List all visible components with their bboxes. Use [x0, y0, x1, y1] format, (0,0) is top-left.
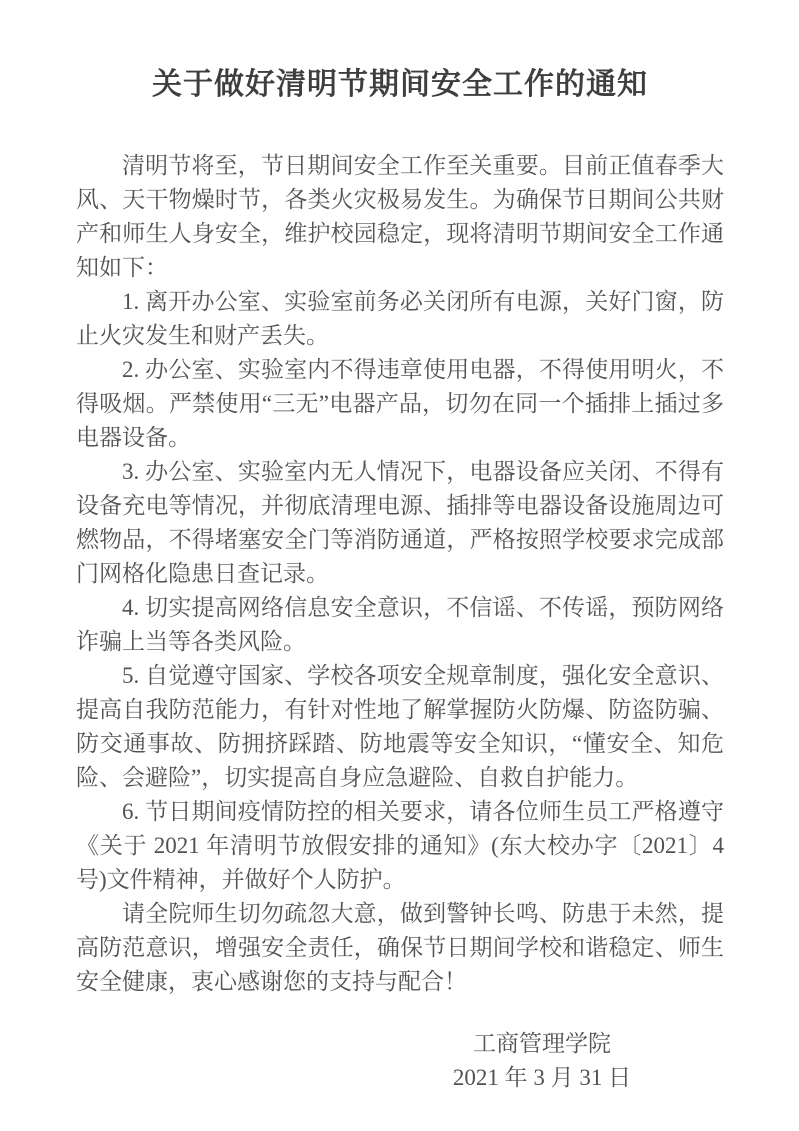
notice-item-5: 5. 自觉遵守国家、学校各项安全规章制度，强化安全意识、提高自我防范能力，有针对性地了解掌握防火防爆、防盗防骗、防交通事故、防拥挤踩踏、防地震等安全知识，“懂安全、知危险、会避险”，切实提高自身应急避险、自救自护能力。: [76, 663, 724, 790]
notice-item-6: 6. 节日期间疫情防控的相关要求，请各位师生员工严格遵守《关于 2021 年清明节放假安排的通知》(东大校办字〔2021〕4 号)文件精神，并做好个人防护。: [76, 799, 724, 892]
document-title: 关于做好清明节期间安全工作的通知: [152, 68, 648, 101]
intro-paragraph: 清明节将至，节日期间安全工作至关重要。目前正值春季大风、天干物燥时节，各类火灾极易发生。为确保节日期间公共财产和师生人身安全，维护校园稳定，现将清明节期间安全工作通知如下：: [76, 153, 724, 280]
signature-date: 2021 年 3 月 31 日: [452, 1065, 632, 1090]
notice-item-2: 2. 办公室、实验室内不得违章使用电器，不得使用明火，不得吸烟。严禁使用“三无”电器产品，切勿在同一个插排上插过多电器设备。: [76, 357, 724, 450]
notice-item-4: 4. 切实提高网络信息安全意识，不信谣、不传谣，预防网络诈骗上当等各类风险。: [76, 595, 724, 654]
notice-item-3: 3. 办公室、实验室内无人情况下，电器设备应关闭、不得有设备充电等情况，并彻底清理电源、插排等电器设备设施周边可燃物品，不得堵塞安全门等消防通道，严格按照学校要求完成部门网格化隐患日查记录。: [76, 459, 724, 586]
document-body: [76, 149, 724, 999]
signature-department: 工商管理学院: [473, 1031, 611, 1056]
closing-paragraph: 请全院师生切勿疏忽大意，做到警钟长鸣、防患于未然，提高防范意识，增强安全责任，确保节日期间学校和谐稳定、师生安全健康，衷心感谢您的支持与配合！: [76, 901, 724, 994]
notice-item-1: 1. 离开办公室、实验室前务必关闭所有电源，关好门窗，防止火灾发生和财产丢失。: [76, 289, 724, 348]
signature-block: [218, 1027, 799, 1095]
